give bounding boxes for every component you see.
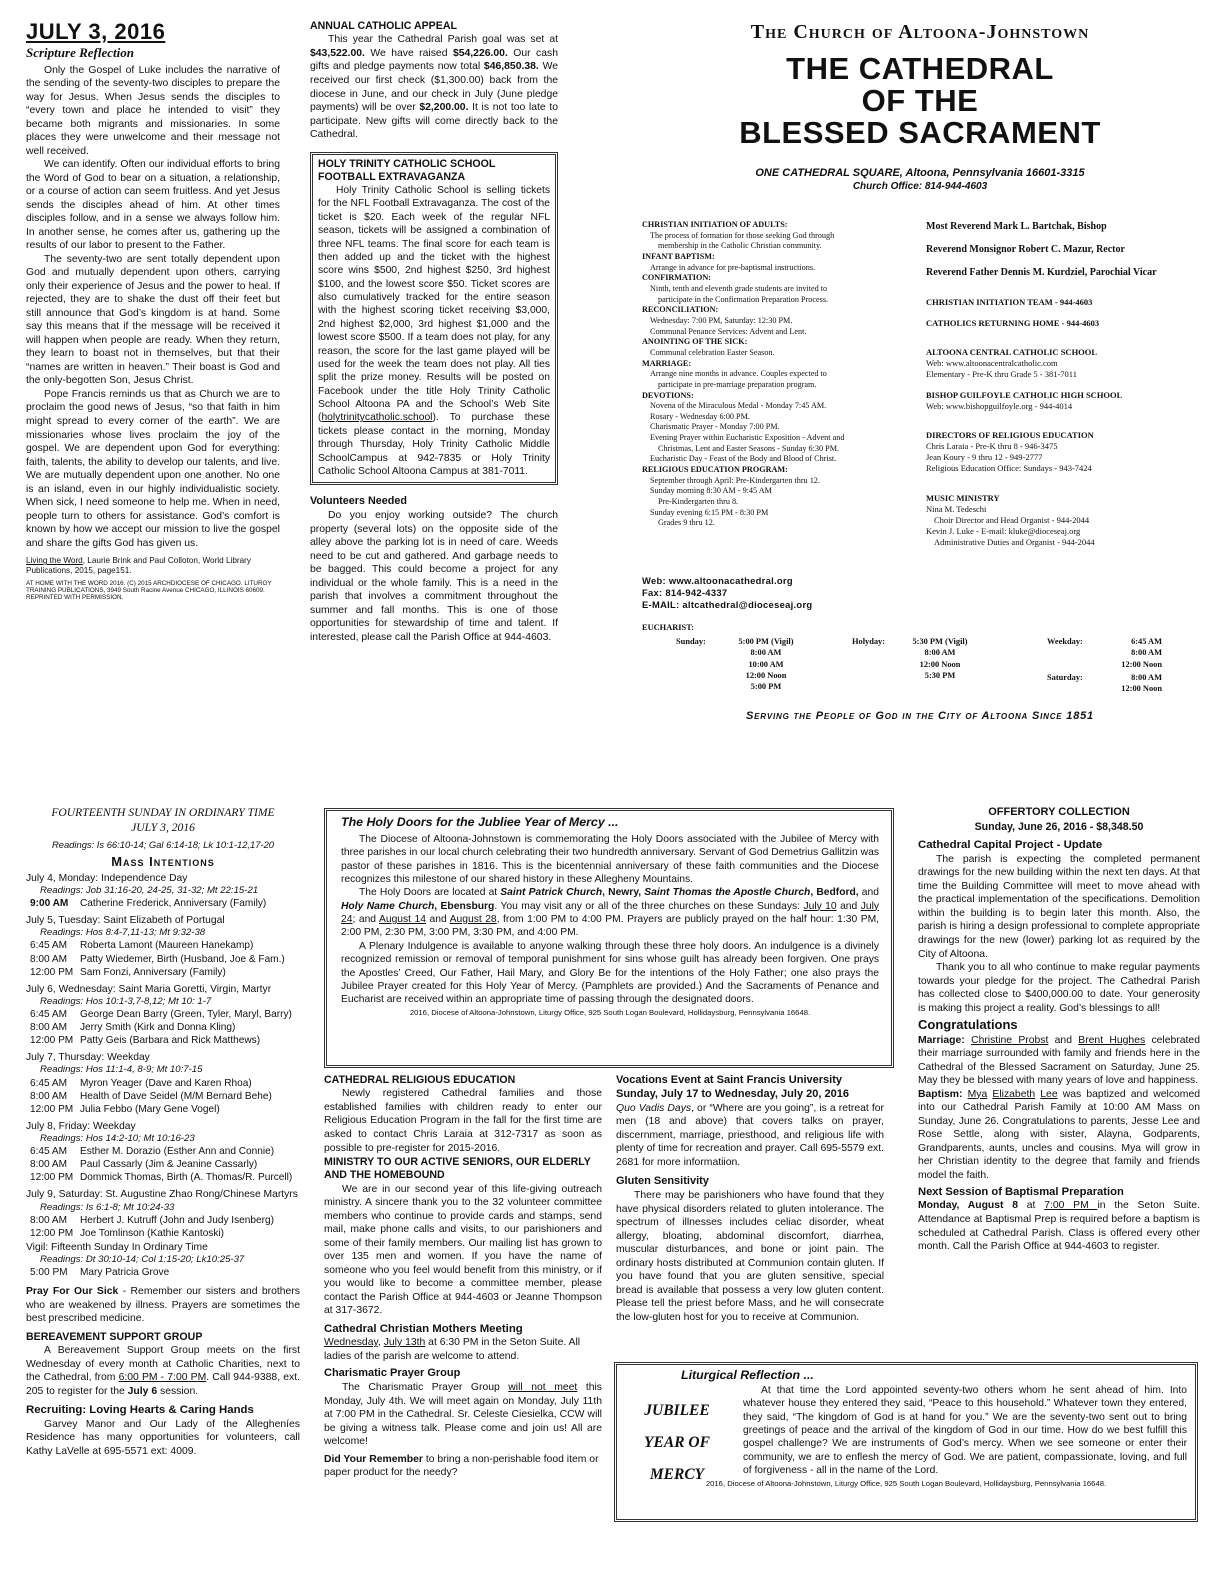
mass-intention: Sam Fonzi, Anniversary (Family) [80, 966, 226, 978]
bulletin-date: JULY 3, 2016 [26, 20, 166, 44]
fax-number: Fax: 814-942-4337 [642, 587, 728, 599]
mass-time: 8:00 AM [30, 1214, 68, 1226]
remember-title: Did Your Remember [324, 1453, 423, 1465]
bereavement-text-part: session. [157, 1385, 199, 1397]
sacrament-heading: RELIGIOUS EDUCATION PROGRAM: [642, 465, 788, 475]
mass-intention: Mary Patricia Grove [80, 1267, 170, 1279]
person-name: Mya [967, 1088, 988, 1100]
saturday-times [1092, 672, 1162, 695]
sacrament-detail: Wednesday: 7:00 PM, Saturday: 12:30 PM. [650, 315, 793, 325]
remember-text: to bring a non-perishable food item or paper product for the needy? [324, 1453, 599, 1479]
reflection-paragraph: Pope Francis reminds us that as Church we are to proclaim the good news of Jesus, “so that faith in him might spread to every corner of the earth”. We are missionaries whose lives proclaim the joy of the gospel. We are dependent upon God for everything: faith, talents, the ability to develop our talents, and live. We are mutually dependent upon one another. No one is an island, even in our highly individualistic society. When sick, I need someone to help me. When in need, people turn to others for assistance. God’s comfort is known by how we accept our mission to live the gospel and share the gifts God has given us. [26, 388, 280, 549]
congrats-title: Congratulations [918, 1017, 1018, 1033]
appeal-total: $46,850.38. [483, 61, 539, 73]
sacrament-heading: INFANT BAPTISM: [642, 251, 715, 261]
sacrament-detail: Arrange in advance for pre-baptismal instructions. [650, 262, 816, 272]
seniors-title: MINISTRY TO OUR ACTIVE SENIORS, OUR ELDERLY AND THE HOMEBOUND [324, 1156, 591, 1182]
charismatic-title: Charismatic Prayer Group [324, 1367, 461, 1380]
intention-row [26, 897, 300, 910]
sacrament-detail: participate in the Confirmation Preparation Process. [658, 294, 829, 304]
mass-time: 12:00 PM [30, 1103, 74, 1115]
sunday-times [726, 636, 806, 693]
visit-date: August 28 [449, 914, 497, 925]
bereavement-text [26, 1344, 300, 1398]
reflection-body [26, 64, 280, 551]
football-text-part: Holy Trinity Catholic School is selling tickets for the NFL Football Extravaganza. The cost of the ticket is $20. Each week of the regular NFL season, tickets will be assigned a combination of three NFL teams. The final score for each team is then added up and the ticket with the highest score wins $500, 2nd highest $250, 3rd highest $100, and the lowest score $50. Ticket scores are also cumulatively tracked for the entire season with the highest scoring ticket receiving $3,000, 2nd highest $2,000, 3rd highest $1,000 and the lowest score $500. If a team does not play, for any reason, the score for the last game played will be used for the week the team does not play. All ties split the prize money. Results will be posted on Facebook under the title Holy Trinity Catholic School Altoona PA and the School’s Web Site ( [318, 185, 550, 424]
intention-row [26, 1145, 300, 1158]
staff-line: BISHOP GUILFOYLE CATHOLIC HIGH SCHOOL [926, 390, 1123, 401]
staff-line[interactable]: Kevin J. Luke - E-mail: kluke@dioceseaj.org [926, 525, 1081, 536]
football-text [318, 184, 550, 478]
football-title: HOLY TRINITY CATHOLIC SCHOOL FOOTBALL EXTRAVAGANZA [318, 157, 496, 183]
text-part: and [858, 887, 879, 899]
sacrament-detail: Grades 9 thru 12. [658, 518, 715, 528]
sunday-label: Sunday: [676, 637, 706, 646]
marriage-label: Marriage: [918, 1034, 965, 1046]
holy-doors-paragraph: The Diocese of Altoona-Johnstown is commemorating the Holy Doors associated with the Jubilee of Mercy with three parishes in our local church celebrating their two hundredth anniversary. Servant of God Demetrius Gallitzin was pastor of these parishes in 1816. This is the bicentennial anniversary of these faith communities and the Diocese recognizes this milestone of our shared history in these Allegheny Mountains. [341, 833, 879, 885]
staff-group [926, 318, 1196, 329]
baptism-text [918, 1088, 1200, 1183]
staff-group [926, 430, 1196, 474]
appeal-goal: $43,522.00. [310, 47, 365, 59]
mass-time: 8:00 AM [30, 1159, 68, 1171]
sacrament-detail: Pre-Kindergarten thru 8. [658, 497, 739, 507]
sacrament-detail: September through April: Pre-Kindergarten thru 12. [650, 475, 820, 485]
staff-line: Nina M. Tedeschi [926, 503, 987, 514]
visit-date: July 24 [341, 900, 879, 925]
mass-time: 8:00 AM [30, 1090, 68, 1102]
intention-row [26, 1021, 300, 1034]
mass-intention: Julia Febbo (Mary Gene Vogel) [80, 1103, 220, 1115]
tagline: Serving the People of God in the City of Altoona Since 1851 [746, 710, 1094, 722]
intention-day [26, 872, 300, 910]
volunteers-title: Volunteers Needed [310, 495, 407, 508]
sacrament-detail: membership in the Catholic Christian community. [658, 241, 822, 251]
appeal-text-part: Our cash gifts and pledge payments now total [310, 47, 558, 73]
eucharist-schedule [642, 622, 1198, 694]
middle-right-column [616, 1074, 884, 1354]
appeal-title: ANNUAL CATHOLIC APPEAL [310, 20, 457, 32]
text-part: ; and [352, 914, 379, 925]
mothers-title: Cathedral Christian Mothers Meeting [324, 1322, 523, 1335]
holy-doors-paragraph [341, 886, 879, 940]
mass-intention: Roberta Lamont (Maureen Hanekamp) [80, 940, 254, 952]
holy-doors-box [324, 808, 894, 1068]
sacrament-heading: CONFIRMATION: [642, 273, 711, 283]
intention-row [26, 1227, 300, 1240]
mass-time: 12:00 Noon [745, 671, 787, 681]
staff-group [926, 347, 1196, 380]
parochial-vicar: Reverend Father Dennis M. Kurdziel, Parochial Vicar [926, 267, 1157, 278]
masthead [640, 20, 1200, 730]
reflection-paragraph: We can identify. Often our individual efforts to bring the Word of God to bear on a situation, a relationship, or a course of action can seem fruitless. And yet Jesus sends the disciples ahead of him. At other times disciples follow, and in a sense we always follow him. In another sense, he comes after us, gathering up the results of our labor to present to the Father. [26, 159, 280, 252]
mass-time: 8:00 AM [750, 648, 782, 658]
church-name: Saint Thomas the Apostle Church [644, 887, 811, 899]
intention-row [26, 953, 300, 966]
rel-ed-title: CATHEDRAL RELIGIOUS EDUCATION [324, 1074, 516, 1086]
copyright-note: AT HOME WITH THE WORD 2016. (C) 2015 ARCHDIOCESE OF CHICAGO. LITURGY TRAINING PUBLICATIONS, 3949 South Racine Avenue CHICAGO, ILLINOIS 60609. REPRINTED WITH PERMISSION. [26, 579, 272, 602]
intention-row [26, 1158, 300, 1171]
mass-time: 5:00 PM (Vigil) [738, 637, 794, 646]
staff-line: Jean Koury - 9 thru 12 - 949-2777 [926, 452, 1043, 463]
mass-time: 12:00 PM [30, 1172, 74, 1184]
mass-intention: Patty Wiedemer, Birth (Husband, Joe & Fam.) [80, 953, 285, 965]
appeal-text-part: We received our first check ($1,300.00) back from the diocese in June, and our check in July (June pledge payments) will be over [310, 61, 558, 114]
mass-time: 6:45 AM [1131, 637, 1162, 646]
mass-time: 8:00 AM [30, 953, 68, 965]
reflection-title: Scripture Reflection [26, 45, 134, 61]
jubilee-line: YEAR OF [644, 1433, 710, 1451]
text-part: , from 1:00 PM to 4:00 PM. Prayers are publicly prayed on the half hour: 1:30 PM, 2:00 PM, 2:30 PM, 3:00 PM, 3:30 PM, and 4:00 PM. [341, 914, 880, 939]
staff-line[interactable]: Web: www.altoonacentralcatholic.com [926, 358, 1058, 369]
office-phone: Church Office: 814-944-4603 [852, 181, 988, 193]
intention-day-title: July 5, Tuesday: Saint Elizabeth of Portugal [26, 915, 225, 927]
sacrament-detail: Novena of the Miraculous Medal - Monday 7:45 AM. [650, 401, 827, 411]
appeal-raised: $54,226.00. [452, 47, 508, 59]
mass-intention: Jerry Smith (Kirk and Donna Kling) [80, 1022, 236, 1034]
visit-date: July 10 [803, 900, 837, 912]
text-part: celebrated their marriage surrounded with family and friends here in the Cathedral of the Blessed Sacrament on Saturday, June 25. May they be blessed with many years of love and happiness. [918, 1034, 1200, 1087]
meeting-day: Wednesday [324, 1337, 378, 1349]
school-website-link[interactable]: holytrinitycatholic.school [321, 412, 433, 424]
staff-line: CATHOLICS RETURNING HOME - 944-4603 [926, 318, 1100, 329]
vigil-day: Vigil: Fifteenth Sunday In Ordinary Time [26, 1241, 208, 1253]
mass-intention: Joe Tomlinson (Kathie Kantoski) [80, 1227, 225, 1239]
bereavement-text-part: A Bereavement Support Group meets on the first Wednesday of every month at Catholic Charities, next to the Cathedral, from [26, 1345, 300, 1384]
mass-time: 5:00 PM [30, 1267, 68, 1279]
baptismal-prep-title: Next Session of Baptismal Preparation [918, 1186, 1124, 1199]
sick-text: - Remember our sisters and brothers who are weakened by illness. Prayers are sometimes the best prescribed medicine. [26, 1286, 300, 1325]
jubilee-mark [627, 1395, 727, 1490]
mass-time: 12:00 PM [30, 1227, 74, 1239]
mass-time: 6:45 AM [30, 1146, 68, 1158]
reflection-paragraph: The seventy-two are sent totally dependent upon God and mutually dependent upon others, carrying only their experience of Jesus and the power to heal. If rejected, they are to shake the dust off their feet but still announce that God’s kingdom is at hand. Some say this means that if the message will be received it will happen when people are ready. When they return, they learn to boast not in themselves, but that their “names are written in heaven.” Their boast is God and the only-begotten Son, Jesus Christ. [26, 253, 280, 387]
person-name: Elizabeth [992, 1088, 1036, 1100]
recruiting-text: Garvey Manor and Our Lady of the Allegheníes Residence has many opportunities for volunteers, call Kathy LaVelle at 695-5571 ext: 4009. [26, 1418, 300, 1457]
vigil-mass [26, 1266, 300, 1279]
mass-time: 12:00 PM [30, 1035, 74, 1047]
offertory-amount: Sunday, June 26, 2016 - $8,348.50 [974, 820, 1144, 833]
sacrament-heading: ANOINTING OF THE SICK: [642, 337, 748, 347]
capital-text [918, 853, 1200, 1015]
mass-intention: Paul Cassarly (Jim & Jeanine Cassarly) [80, 1159, 258, 1171]
mass-time: 5:00 PM [750, 682, 782, 692]
remember-note [324, 1453, 602, 1480]
email-address[interactable]: E-MAIL: altcathedral@dioceseaj.org [642, 599, 813, 611]
mass-intention: Myron Yeager (Dave and Karen Rhoa) [80, 1077, 252, 1089]
text-part: in the Seton Suite. Attendance at Baptismal Prep is required before a baptism is scheduled at Cathedral Parish. Class is offered every other month. Call the Parish Office at 944-4603 to register. [918, 1200, 1200, 1253]
text-part: The Charismatic Prayer Group [342, 1382, 509, 1394]
staff-line: Choir Director and Head Organist - 944-2044 [934, 514, 1090, 525]
intention-day [26, 1120, 300, 1185]
rector: Reverend Monsignor Robert C. Mazur, Rector [926, 244, 1125, 255]
text-part: , Bedford, [810, 887, 859, 899]
mass-time: 5:30 PM (Vigil) [912, 637, 968, 646]
vigil [26, 1241, 300, 1279]
intention-day [26, 1051, 300, 1116]
mass-time: 10:00 AM [748, 659, 784, 669]
sacrament-detail: Ninth, tenth and eleventh grade students are invited to [650, 283, 828, 293]
eucharist-label: EUCHARIST: [642, 623, 694, 632]
citation [26, 556, 280, 576]
mass-time: 8:00 AM [30, 1022, 68, 1034]
text-part: at 6:30 PM in the Seton Suite. All ladies of the parish are welcome to attend. [324, 1337, 581, 1362]
mass-intention: George Dean Barry (Green, Tyler, Maryl, Barry) [80, 1009, 292, 1021]
address: ONE CATHEDRAL SQUARE, Altoona, Pennsylvania 16601-3315 [755, 167, 1085, 180]
sick-notice [26, 1285, 300, 1326]
vocations-text [616, 1102, 884, 1170]
mass-time: 6:45 AM [30, 1077, 68, 1089]
marriage-text [918, 1034, 1200, 1088]
retreat-name: Quo Vadis Days [616, 1102, 692, 1114]
staff-line: Elementary - Pre-K thru Grade 5 - 381-7011 [926, 369, 1077, 380]
text-part: , Ebensburg [434, 900, 495, 912]
appeal-column [310, 20, 558, 745]
citation-title: Living the Word [26, 556, 83, 566]
liturgical-credit: 2016, Diocese of Altoona-Johnstown, Liturgy Office, 925 South Logan Boulevard, Hollidaysburg, Pennsylvania 16648. [705, 1479, 1107, 1489]
mass-time: 6:45 AM [30, 1009, 68, 1021]
text-part: will not meet [508, 1382, 578, 1394]
mass-time: 6:45 AM [30, 940, 68, 952]
visit-date: August 14 [378, 914, 426, 925]
sacrament-heading: CHRISTIAN INITIATION OF ADULTS: [642, 220, 788, 229]
text-part: , or “Where are you going”, is a retreat for men (18 and above) that covers talks on prayer, discernment, marriage, priesthood, and religious life with plenty of time for recreation and prayer. Call 695-5579 ext. 2681 for more informatiion. [616, 1102, 884, 1168]
staff-line: ALTOONA CENTRAL CATHOLIC SCHOOL [926, 347, 1098, 358]
intention-day-title: July 7, Thursday: Weekday [26, 1052, 150, 1064]
intention-readings: Readings: Hos 14:2-10; Mt 10:16-23 [40, 1132, 195, 1144]
intention-row [26, 1077, 300, 1090]
cathedral-title [640, 53, 1200, 149]
mass-time: 8:00 AM [924, 648, 956, 658]
sick-title: Pray For Our Sick [26, 1286, 119, 1298]
saturday-label: Saturday: [1047, 673, 1083, 682]
intentions-list [26, 872, 300, 1240]
sacraments-list [642, 220, 912, 529]
mass-intention: Patty Geis (Barbara and Rick Matthews) [80, 1035, 261, 1047]
vigil-readings: Readings: Dt 30:10-14; Col 1:15-20; Lk10:25-37 [40, 1253, 245, 1265]
intention-day-title: July 6, Wednesday: Saint Maria Goretti, Virgin, Martyr [26, 983, 272, 995]
mass-time: 9:00 AM [30, 898, 69, 910]
sacrament-detail: Sunday evening 6:15 PM - 8:30 PM [650, 507, 769, 517]
text-part: , Newry, [602, 887, 645, 899]
bereavement-date: July 6 [127, 1385, 158, 1397]
baptismal-prep-text [918, 1199, 1200, 1253]
intention-row [26, 1103, 300, 1116]
reflection-paragraph: Only the Gospel of Luke includes the narrative of the sending of the seventy-two disciples to prepare the way for Jesus. When Jesus sends the disciples to “every town and place he intended to visit” they became both migrants and missionaries. In some places they were unwelcome and their message not well received. [26, 64, 280, 157]
text-part: this Monday, July 4th. We will meet again on Monday, July 11th at 7:00 PM in the Cathedral. Sr. Celeste Ciesielka, CCW will be giving a witness talk. Please come and join us! All are welcome! [324, 1382, 602, 1448]
intention-readings: Readings: Is 6:1-8; Mt 10:24-33 [40, 1201, 175, 1213]
sacrament-heading: DEVOTIONS: [642, 390, 694, 400]
staff-line[interactable]: Web: www.bishopguilfoyle.org - 944-4014 [926, 401, 1073, 412]
intention-readings: Readings: Job 31:16-20, 24-25, 31-32; Mt 22:15-21 [40, 884, 259, 896]
holyday-times [900, 636, 980, 681]
sunday-readings: Readings: Is 66:10-14; Gal 6:14-18; Lk 10:1-12,17-20 [51, 839, 275, 851]
holy-doors-paragraph: A Plenary Indulgence is available to anyone walking through these three holy doors. An indulgence is a divinely recognized remission or removal of temporal punishment for sins whose guilt has already been forgiven. One prays the Apostles’ Creed, Our Father, Hail Mary, and Glory Be for the intentions of the Holy Father; one also prays the Jubilee Prayer created for this Holy Year of Mercy. (Pamphlets are provided.) And the Sacraments of Penance and Eucharist are received within an appropriate time of passing through the designated doors. [341, 940, 879, 1006]
scripture-column [26, 20, 280, 740]
intention-row [26, 1214, 300, 1227]
mothers-text [324, 1336, 602, 1363]
text-part: The Holy Doors are located at [359, 887, 501, 899]
intention-row [26, 1171, 300, 1184]
diocese-name: The Church of Altoona-Johnstown [750, 21, 1090, 43]
right-column [918, 806, 1200, 1364]
charismatic-text [324, 1381, 602, 1449]
prep-time: 7:00 PM [1044, 1200, 1098, 1212]
intention-day [26, 1188, 300, 1239]
bereavement-text-part: . Call 944-9388, ext. 205 to register for the [26, 1372, 300, 1397]
bereavement-title: BEREAVEMENT SUPPORT GROUP [26, 1330, 203, 1343]
intention-day-title: July 8, Friday: Weekday [26, 1120, 136, 1132]
person-name: Lee [1040, 1088, 1058, 1100]
appeal-text [310, 33, 558, 141]
staff-group [926, 297, 1196, 308]
staff-line: MUSIC MINISTRY [926, 492, 1000, 503]
intention-day-title: July 9, Saturday: St. Augustine Zhao Rong/Chinese Martyrs [26, 1189, 298, 1201]
middle-left-column [324, 1074, 602, 1526]
sacrament-detail: Evening Prayer within Eucharistic Exposition - Advent and [650, 433, 845, 443]
text-part: at [1018, 1200, 1045, 1212]
staff-group [926, 493, 1196, 548]
sacrament-detail: participate in pre-marriage preparation program. [658, 379, 817, 389]
gluten-title: Gluten Sensitivity [616, 1175, 709, 1188]
intentions-column [26, 806, 300, 1526]
recruiting-title: Recruiting: Loving Hearts & Caring Hands [26, 1404, 254, 1417]
intention-readings: Readings: Hos 11:1-4, 8-9; Mt 10:7-15 [40, 1064, 203, 1076]
holy-doors-title: The Holy Doors for the Jubliee Year of Mercy ... [341, 815, 619, 829]
church-name: Saint Patrick Church [500, 887, 603, 899]
mass-intention: Dommick Thomas, Birth (A. Thomas/R. Purcell) [80, 1172, 293, 1184]
web-address[interactable]: Web: www.altoonacathedral.org [642, 575, 793, 586]
sacrament-heading: RECONCILIATION: [642, 305, 719, 315]
sunday-date: JULY 3, 2016 [131, 820, 195, 834]
capital-title: Cathedral Capital Project - Update [918, 839, 1103, 852]
mass-intention: Herbert J. Kutruff (John and Judy Isenberg) [80, 1214, 274, 1226]
intention-row [26, 1034, 300, 1047]
sacrament-detail: The process of formation for those seeking God through [650, 230, 835, 240]
appeal-text-part: It is not too late to participate. New gifts will come directly back to the Cathedral. [310, 102, 558, 141]
title-line: OF THE [861, 83, 979, 119]
appeal-july: $2,200.00. [419, 102, 469, 114]
staff-line: Chris Laraia - Pre-K thru 8 - 946-3475 [926, 441, 1058, 452]
capital-paragraph: The parish is expecting the completed permanent drawings for the new building within the next ten days. At that time the Building Committee will meet to move ahead with the practical implementation of the specifications. Demolition within the building is to begin later this month. Also, the parish is hiring a design professional to complete appropriate drawings for the new (lower) parking lot as required by the City of Altoona. [918, 853, 1200, 960]
intention-row [26, 939, 300, 952]
sacrament-detail: Charismatic Prayer - Monday 7:00 PM. [650, 422, 780, 432]
baptism-label: Baptism: [918, 1088, 963, 1100]
mass-intentions-heading: Mass Intentions [111, 854, 215, 870]
staff-line: DIRECTORS OF RELIGIOUS EDUCATION [926, 430, 1094, 441]
mass-time: 5:30 PM [924, 671, 956, 681]
seniors-text: We are in our second year of this life-giving outreach ministry. A sincere thank you to the 32 volunteer committee members who continue to provide cards and stamps, send mail, make phone calls and visits, to our parishioners and some of their family members. Our mailing list has grown to over 135 men and women. If you have the name of someone who you feel would benefit from this ministry, or if you would like to become a committee member, please contact the Parish Office at 944-4603 or Jeanne Thompson at 317-3672. [324, 1183, 602, 1317]
football-text-part: ). To purchase these tickets please contact in the morning, Monday through Thursday, Holy Trinity Catholic Middle SchoolCampus at 942-7835 or Holy Trinity Catholic School Altoona Campus at 381-7011. [318, 412, 550, 477]
staff-line: Administrative Duties and Organist - 944-2044 [934, 536, 1095, 547]
liturgical-text: At that time the Lord appointed seventy-two others whom he sent ahead of him. Into whatever house they entered they said, “Peace to this household.” Whatever town they entered, they said, “The kingdom of God is at hand for you.” We are the seventy-two sent out to bring greetings of peace and the arrival of the kingdom of God in our time. How do we best fulfill this gospel challenge? We are instruments of God’s mercy. When we see someone or enter their community, we are to enflesh the mercy of God. We are patient, compassionate, loving, and full of forgiveness - all in the name of the Lord. [743, 1384, 1187, 1476]
volunteers-text: Do you enjoy working outside? The church property (several lots) on the opposite side of the alley above the parking lot is in need of care. Weeds need to be cut and gathered. And garbage needs to be bagged. This could become a project for any individual or the whole family. This is a need in the parish that involves a commitment throughout the summer and fall months. This is one of those opportunities for stewardship of time and talent. If interested, please call the Parish Office at 944-4603. [310, 510, 558, 643]
mass-time: 12:00 Noon [919, 659, 961, 669]
intention-day [26, 914, 300, 979]
appeal-text-part: We have raised [364, 47, 453, 59]
mass-time: 8:00 AM [1131, 648, 1162, 658]
sacrament-heading: MARRIAGE: [642, 358, 692, 368]
mass-intention: Esther M. Dorazio (Esther Ann and Connie) [80, 1146, 275, 1158]
mass-time: 12:00 PM [30, 966, 74, 978]
bishop: Most Reverend Mark L. Bartchak, Bishop [926, 221, 1107, 232]
sacrament-detail: Eucharistic Day - Feast of the Body and Blood of Christ. [650, 454, 837, 464]
intention-row [26, 966, 300, 979]
person-name: Brent Hughes [1078, 1034, 1146, 1046]
sacrament-detail: Arrange nine months in advance. Couples expected to [650, 369, 827, 379]
bereavement-time: 6:00 PM - 7:00 PM [118, 1372, 207, 1384]
jubilee-line: JUBILEE [644, 1402, 710, 1419]
sacrament-detail: Rosary - Wednesday 6:00 PM. [650, 411, 750, 421]
intention-readings: Readings: Hos 8:4-7,11-13; Mt 9:32-38 [40, 927, 206, 939]
intention-day-title: July 4, Monday: Independence Day [26, 872, 188, 884]
sunday-title: FOURTEENTH SUNDAY IN ORDINARY TIME [51, 806, 275, 819]
person-name: Christine Probst [971, 1034, 1049, 1046]
weekday-label: Weekday: [1047, 637, 1083, 646]
mass-intention: Catherine Frederick, Anniversary (Family) [80, 898, 267, 910]
staff-line: Religious Education Office: Sundays - 943-7424 [926, 463, 1092, 474]
staff-list [926, 220, 1196, 548]
title-line: THE CATHEDRAL [786, 51, 1054, 87]
intention-day [26, 983, 300, 1048]
holyday-label: Holyday: [852, 637, 886, 646]
text-part: was baptized and welcomed into our Cathedral Parish Family at 10:00 AM Mass on Sunday, June 26. Congratulations to parents, Jesse Lee and Rose Settle, along with sister, Alayna, Godparents, Grandparents, aunts, uncles and cousins. Mya will grow in her Christian identity to the degree that family and friends model the faith. [918, 1088, 1200, 1181]
citation-rest: , Laurie Brink and Paul Colloton, World Library Publications, 2015, page151. [26, 556, 251, 575]
title-line: BLESSED SACRAMENT [739, 115, 1101, 151]
contact-info [642, 575, 812, 612]
sacrament-detail: Christmas, Lent and Easter Seasons - Sunday 6:30 PM. [658, 443, 840, 453]
text-part: and [426, 914, 450, 925]
staff-group [926, 390, 1196, 412]
mass-time: 8:00 AM [1131, 673, 1162, 682]
prep-date: Monday, August 8 [918, 1200, 1019, 1212]
mass-time: 12:00 Noon [1121, 684, 1162, 694]
staff-line: CHRISTIAN INITIATION TEAM - 944-4603 [926, 297, 1093, 307]
sacrament-detail: Communal celebration Easter Season. [650, 347, 775, 357]
gluten-text: There may be parishioners who have found that they have physical disorders related to gluten intolerance. The spectrum of illnesses includes celiac disorder, wheat allergy, bloating, abdominal discomfort, diarrhea, muscular disturbances, and bone or joint pain. The ordinary hosts distributed at Communion contain gluten. If you have found that you are gluten sensitive, special bread is available that possess a very low gluten content. Please tell the priest before Mass, and he will consecrate the low-gluten host for you to receive at Communion. [616, 1190, 884, 1323]
mass-intention: Health of Dave Seidel (M/M Bernard Behe) [80, 1090, 272, 1102]
intention-row [26, 1008, 300, 1021]
rel-ed-text: Newly registered Cathedral families and those established families with children ready to enter our Religious Education Program in the fall for the first time are asked to contact Chris Laraia at 312-7317 as soon as possible to pre-register for 2015-2016. [324, 1088, 602, 1154]
sacrament-detail: Sunday morning 8:30 AM - 9:45 AM [650, 486, 772, 496]
holy-doors-body [341, 833, 879, 1007]
weekday-times [1092, 636, 1162, 670]
liturgical-box [614, 1362, 1198, 1522]
jubilee-line: MERCY [649, 1465, 705, 1483]
text-part: . You may visit any or all of the three churches on these Sundays: [494, 900, 804, 912]
sacrament-detail: Communal Penance Services: Advent and Lent. [650, 326, 807, 336]
capital-paragraph: Thank you to all who continue to make regular payments towards your pledge for the project. The Cathedral Parish has collected close to $400,000.00 to date. Your generosity is making this project a reality. God’s blessings to all! [918, 962, 1200, 1014]
church-name: Holy Name Church [341, 900, 435, 912]
text-part: , [377, 1337, 384, 1349]
offertory-title: OFFERTORY COLLECTION [988, 806, 1130, 818]
appeal-text-part: This year the Cathedral Parish goal was set at [328, 34, 558, 46]
intention-readings: Readings: Hos 10:1-3,7-8,12; Mt 10: 1-7 [40, 995, 212, 1007]
text-part: and [1048, 1034, 1079, 1046]
text-part: and [836, 900, 861, 912]
mass-time: 12:00 Noon [1121, 659, 1162, 669]
vocations-title: Vocations Event at Saint Francis University Sunday, July 17 to Wednesday, July 20, 2016 [616, 1074, 849, 1100]
intention-row [26, 1090, 300, 1103]
football-box [310, 152, 558, 486]
holy-doors-credit: 2016, Diocese of Altoona-Johnstown, Liturgy Office, 925 South Logan Boulevard, Hollidaysburg, Pennsylvania 16648. [409, 1007, 811, 1017]
liturgical-title: Liturgical Reflection ... [681, 1368, 814, 1382]
meeting-date: July 13th [383, 1337, 426, 1349]
